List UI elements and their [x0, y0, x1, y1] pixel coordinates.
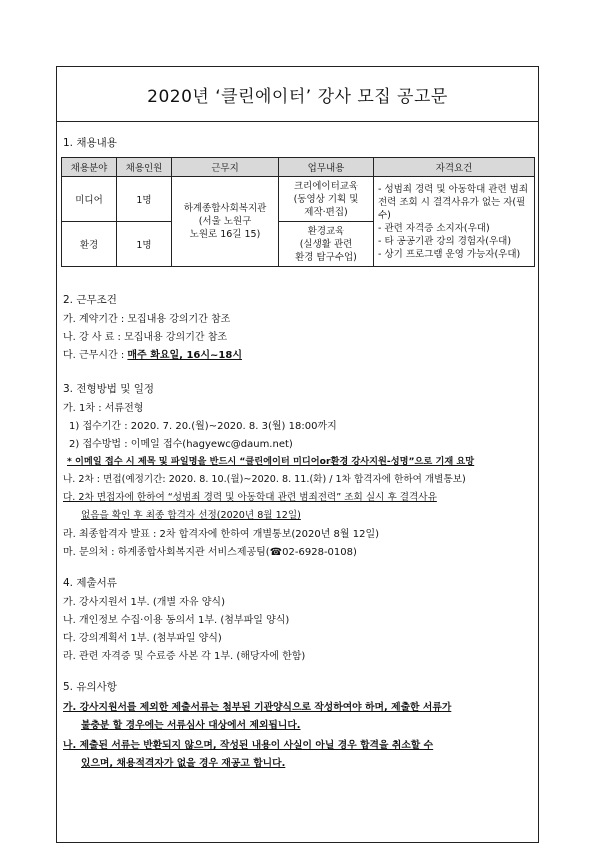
title-box [57, 67, 538, 122]
row-count: 1명 [117, 222, 172, 267]
notice-frame [56, 66, 539, 843]
work-time-label: 다. 근무시간 : [63, 350, 128, 361]
document-item: 다. 강의계획서 1부. (첨부파일 양식) [63, 633, 222, 644]
header-requirements: 자격요건 [374, 158, 535, 177]
requirement-item: - 성범죄 경력 및 아동학대 관련 범죄 전력 조회 시 결격사유가 없는 자(필수) [378, 183, 529, 221]
task-line: 환경교육 [307, 225, 345, 237]
task-line: (동영상 기획 및 [293, 193, 359, 205]
stage-1: 가. 1차 : 서류전형 [63, 403, 144, 414]
page-title: 2020년 ‘클린에이터’ 강사 모집 공고문 [147, 86, 448, 107]
row-count: 1명 [117, 177, 172, 222]
section-2-heading: 2. 근무조건 [63, 294, 117, 306]
header-task: 업무내용 [279, 158, 374, 177]
task-line: 크리에이터교육 [293, 180, 359, 192]
contract-period: 가. 계약기간 : 모집내용 강의기간 참조 [63, 314, 231, 325]
workplace-line: 하계종합사회복지관 [183, 203, 267, 214]
document-item: 나. 개인정보 수집·이용 동의서 1부. (첨부파일 양식) [63, 615, 290, 626]
background-check-line-2: 없음을 확인 후 최종 합격자 선정(2020년 8월 12일) [81, 510, 301, 521]
background-check-line-1: 다. 2차 면접자에 한하여 “성범죄 경력 및 아동학대 관련 범죄전력” 조회 실시 후 결격사유 [63, 492, 437, 503]
requirements-cell [374, 177, 535, 267]
contact-info: 마. 문의처 : 하계종합사회복지관 서비스제공팀(☎02-6928-0108) [63, 547, 357, 558]
section-4-heading: 4. 제출서류 [63, 577, 117, 589]
section-3-heading: 3. 전형방법 및 일정 [63, 383, 155, 395]
task-line: 제작·편집) [304, 206, 348, 218]
row-task [279, 177, 374, 222]
notice-b-line-1: 나. 제출된 서류는 반환되지 않으며, 작성된 내용이 사실이 아닐 경우 합격을 취소할 수 [63, 740, 434, 751]
notice-b-line-2: 있으며, 채용적격자가 없을 경우 재공고 합니다. [81, 758, 286, 769]
row-task [279, 222, 374, 267]
task-line: 환경 탐구수업) [295, 251, 357, 263]
stage-2: 나. 2차 : 면접(예정기간: 2020. 8. 10.(월)~2020. 8. 11.(화) / 1차 합격자에 한하여 개별통보) [63, 474, 466, 485]
task-line: (실생활 관련 [299, 238, 353, 250]
workplace-line: (서울 노원구 [198, 216, 252, 227]
work-time-value: 매주 화요일, 16시~18시 [127, 350, 242, 361]
row-field: 미디어 [62, 177, 117, 222]
work-time [63, 346, 242, 361]
section-1-heading: 1. 채용내용 [63, 137, 117, 149]
email-note: * 이메일 접수 시 제목 및 파일명을 반드시 “클린에이터 미디어or환경 강사지원-성명”으로 기재 요망 [67, 456, 475, 467]
requirement-item: - 상기 프로그램 운영 가능자(우대) [378, 248, 521, 260]
notice-a-line-2: 불충분 할 경우에는 서류심사 대상에서 제외됩니다. [81, 720, 301, 731]
table-row [62, 177, 535, 222]
section-5-heading: 5. 유의사항 [63, 681, 117, 693]
application-method: 2) 접수방법 : 이메일 접수(hagyewc@daum.net) [69, 439, 293, 450]
workplace-line: 노원로 16길 15) [189, 229, 261, 240]
row-field: 환경 [62, 222, 117, 267]
header-workplace: 근무지 [172, 158, 279, 177]
header-field: 채용분야 [62, 158, 117, 177]
application-period: 1) 접수기간 : 2020. 7. 20.(월)~2020. 8. 3(월) 18:00까지 [69, 421, 337, 432]
notice-a-line-1: 가. 강사지원서를 제외한 제출서류는 첨부된 기관양식으로 작성하여야 하며, 제출한 서류가 [63, 702, 452, 713]
header-count: 채용인원 [117, 158, 172, 177]
final-announcement: 라. 최종합격자 발표 : 2차 합격자에 한하여 개별통보(2020년 8월 12일) [63, 529, 380, 540]
requirement-item: - 관련 자격증 소지자(우대) [378, 222, 490, 234]
table-header-row [62, 158, 535, 177]
instructor-fee: 나. 강 사 료 : 모집내용 강의기간 참조 [63, 332, 228, 343]
workplace-cell [172, 177, 279, 267]
document-item: 라. 관련 자격증 및 수료증 사본 각 1부. (해당자에 한함) [63, 651, 306, 662]
recruit-table [61, 157, 535, 267]
document-item: 가. 강사지원서 1부. (개별 자유 양식) [63, 597, 225, 608]
requirement-item: - 타 공공기관 강의 경험자(우대) [378, 235, 512, 247]
